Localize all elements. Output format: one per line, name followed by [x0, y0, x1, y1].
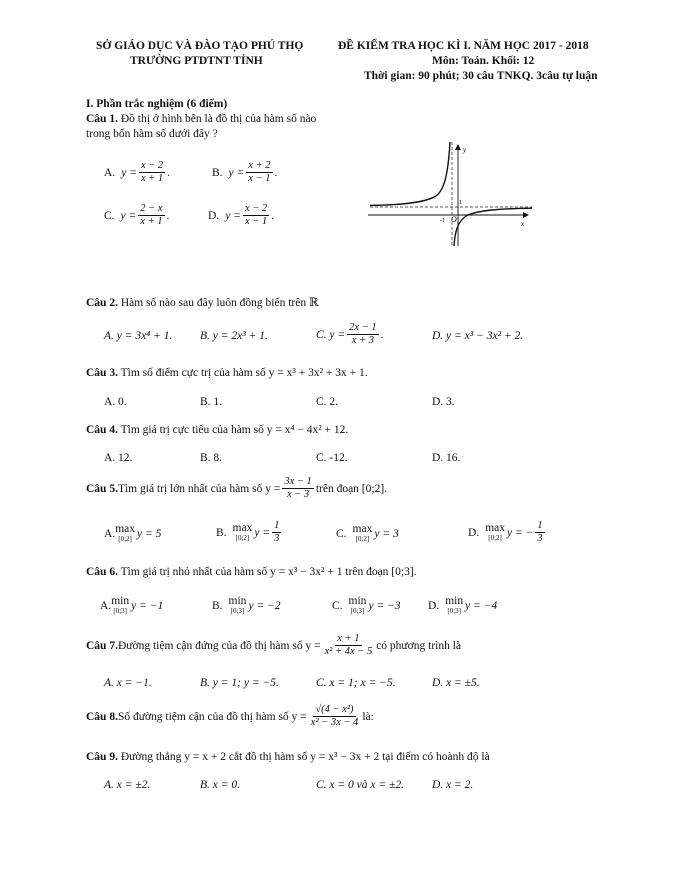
q1-c-den: x + 1	[140, 216, 163, 227]
q5-b-interval: [0;2]	[235, 533, 250, 542]
q5-num: 3x − 1	[284, 476, 312, 487]
q9-label: Câu 9.	[86, 751, 118, 763]
q6-option-c[interactable]	[332, 596, 401, 616]
subject-grade: Môn: Toán. Khối: 12	[432, 55, 535, 67]
q5-c-max-word: max	[352, 523, 373, 535]
q2-body: Hàm số nào sau đây luôn đồng biến trên ℝ	[117, 297, 319, 309]
q6-a-interval: [0;3]	[113, 607, 127, 615]
q1-text	[86, 113, 316, 125]
q5-d-fraction	[535, 520, 544, 545]
q1-option-b-label: B.	[212, 166, 223, 179]
graph-origin-label: O	[451, 215, 457, 224]
q1-c-suffix: .	[166, 209, 170, 222]
y-axis-arrow-icon	[455, 144, 461, 150]
q4-body: Tìm giá trị cực tiểu của hàm số y = x⁴ − 4x² + 12.	[117, 424, 349, 436]
q8-fraction	[309, 704, 361, 729]
q2-option-c-prefix: C. y =	[316, 328, 346, 341]
q5-option-a[interactable]	[104, 524, 161, 544]
q5-c-label: C.	[336, 528, 347, 540]
q5-d-value: y = −	[507, 526, 534, 539]
q1-d-suffix: .	[271, 209, 275, 222]
q1-d-num: x − 2	[244, 203, 268, 214]
graph-x-label: x	[521, 220, 525, 228]
q5-b-fraction	[272, 520, 281, 545]
q1-option-c[interactable]	[104, 203, 169, 228]
q3-text	[86, 367, 368, 379]
q6-c-value: y = −3	[368, 600, 401, 612]
q1-option-d[interactable]	[208, 203, 274, 228]
q5-label: Câu 5.	[86, 482, 118, 495]
q9-text	[86, 751, 490, 763]
q6-option-b[interactable]	[212, 596, 281, 616]
q2-c-num: 2x − 1	[349, 322, 377, 333]
q3-label: Câu 3.	[86, 367, 118, 379]
q3-option-d[interactable]: D. 3.	[432, 396, 455, 408]
q2-option-c-fraction	[347, 322, 379, 347]
q1-option-a-fraction	[139, 160, 165, 185]
q6-d-label: D.	[428, 600, 440, 612]
q5-a-value: y = 5	[137, 528, 162, 540]
q6-d-value: y = −4	[465, 600, 498, 612]
q1-c-num: 2 − x	[140, 203, 163, 214]
q6-d-min	[445, 596, 463, 616]
q5-body-pre: Tìm giá trị lớn nhất của hàm số y =	[117, 482, 281, 495]
exam-title: ĐỀ KIỂM TRA HỌC KÌ I. NĂM HỌC 2017 - 2018	[338, 40, 589, 52]
q5-body-post: trên đoạn [0;2].	[315, 482, 388, 495]
q7-fraction	[323, 633, 375, 658]
q1-option-d-label: D.	[208, 209, 220, 222]
q8-num: √(4 − x²)	[315, 704, 354, 715]
graph-y-label: y	[463, 146, 467, 154]
q5-d-num: 1	[537, 520, 543, 531]
q6-text	[86, 566, 417, 578]
q1-option-a-label: A.	[104, 166, 116, 179]
q5-c-max	[353, 524, 373, 544]
q1-b-den: x − 1	[248, 173, 271, 184]
q2-option-a[interactable]: A. y = 3x⁴ + 1.	[104, 330, 173, 342]
q3-option-c[interactable]: C. 2.	[316, 396, 339, 408]
q6-b-min	[229, 596, 247, 616]
q2-text	[86, 295, 319, 309]
graph-one-label: 1	[459, 200, 462, 206]
q5-d-interval: [0;2]	[488, 533, 502, 542]
q8-body-post: là:	[362, 710, 374, 723]
q1-a-suffix: .	[167, 166, 171, 179]
q1-function-graph	[366, 140, 534, 248]
q1-d-den: x − 1	[244, 216, 268, 227]
q8-text	[86, 704, 374, 729]
q5-text	[86, 476, 387, 501]
q6-c-min-word: min	[348, 595, 367, 607]
q7-option-d[interactable]: D. x = ±5.	[432, 677, 480, 689]
q5-b-max	[233, 523, 253, 543]
q7-body-pre: Đường tiệm cận đứng của đồ thị hàm số y =	[117, 639, 321, 652]
q5-d-label: D.	[468, 526, 480, 539]
q9-option-c[interactable]: C. x = 0 và x = ±2.	[316, 779, 404, 791]
q5-b-label: B.	[216, 526, 227, 539]
q6-c-interval: [0;3]	[350, 607, 365, 615]
graph-neg-one-label: -1	[440, 218, 445, 224]
q1-option-c-prefix: y =	[120, 209, 137, 222]
q5-b-max-word: max	[232, 521, 253, 534]
q5-b-value: y =	[254, 526, 271, 539]
department-name: SỞ GIÁO DỤC VÀ ĐÀO TẠO PHÚ THỌ	[96, 40, 304, 52]
q1-a-den: x + 1	[140, 173, 164, 184]
q5-a-max	[115, 524, 135, 544]
q7-body-post: có phương trình là	[376, 639, 462, 652]
q1-text-line2: trong bốn hàm số dưới đây ?	[86, 128, 218, 140]
q6-b-interval: [0;3]	[230, 607, 245, 615]
curve-left-branch	[370, 142, 450, 205]
q6-a-value: y = −1	[131, 600, 164, 612]
q6-b-value: y = −2	[248, 600, 281, 612]
q7-label: Câu 7.	[86, 639, 118, 652]
q6-option-d[interactable]	[428, 596, 497, 616]
q5-b-num: 1	[274, 520, 280, 531]
q5-a-max-word: max	[115, 523, 135, 535]
q2-c-den: x + 3	[351, 335, 375, 346]
q5-den: x − 3	[286, 489, 310, 500]
q4-label: Câu 4.	[86, 424, 118, 436]
q6-body: Tìm giá trị nhỏ nhất của hàm số y = x³ − 3x² + 1 trên đoạn [0;3].	[117, 566, 417, 578]
q4-option-d[interactable]: D. 16.	[432, 452, 461, 464]
q6-a-label: A.	[100, 600, 112, 612]
q5-a-interval: [0;2]	[118, 535, 132, 543]
q4-option-c[interactable]: C. -12.	[316, 452, 348, 464]
q6-label: Câu 6.	[86, 566, 118, 578]
q3-option-a[interactable]: A. 0.	[104, 396, 127, 408]
q4-text	[86, 424, 348, 436]
q1-option-b[interactable]	[212, 160, 277, 185]
q1-text-line1: Đồ thị ở hình bên là đồ thị của hàm số nào	[117, 113, 317, 125]
q6-option-a[interactable]	[100, 596, 163, 616]
q1-option-b-fraction	[246, 160, 272, 185]
q5-option-d[interactable]	[468, 520, 547, 545]
q9-option-a[interactable]: A. x = ±2.	[104, 779, 151, 791]
q1-b-num: x + 2	[248, 160, 271, 171]
q5-fraction	[282, 476, 314, 501]
q7-num: x + 1	[337, 633, 360, 644]
q8-body-pre: Số đường tiệm cận của đồ thị hàm số y =	[117, 710, 307, 723]
q9-body: Đường thẳng y = x + 2 cắt đồ thị hàm số y = x³ − 3x + 2 tại điểm có hoành độ là	[117, 751, 490, 763]
q5-c-value: y = 3	[374, 528, 399, 540]
q3-body: Tìm số điểm cực trị của hàm số y = x³ + 3x² + 3x + 1.	[117, 367, 368, 379]
q1-a-num: x − 2	[140, 160, 164, 171]
q2-label: Câu 2.	[86, 297, 118, 309]
q9-option-b[interactable]: B. x = 0.	[200, 779, 241, 791]
q7-den: x² + 4x − 5	[324, 646, 373, 657]
q8-label: Câu 8.	[86, 710, 118, 723]
q1-option-d-fraction	[243, 203, 269, 228]
q5-option-c[interactable]	[336, 524, 399, 544]
q6-b-min-word: min	[228, 595, 247, 607]
q5-d-max	[485, 523, 505, 543]
q6-b-label: B.	[212, 600, 223, 612]
exam-duration: Thời gian: 90 phút; 30 câu TNKQ. 3câu tự luận	[364, 70, 598, 82]
q7-text	[86, 633, 461, 658]
q1-option-d-prefix: y =	[225, 209, 241, 222]
q2-option-d[interactable]: D. y = x³ − 3x² + 2.	[432, 330, 524, 342]
q1-option-a[interactable]	[104, 160, 170, 185]
q5-a-label: A.	[104, 528, 116, 540]
q7-option-b[interactable]: B. y = 1; y = −5.	[200, 677, 279, 689]
q1-option-c-label: C.	[104, 209, 115, 222]
q5-c-interval: [0;2]	[355, 535, 370, 543]
q1-label: Câu 1.	[86, 113, 118, 125]
q4-option-a[interactable]: A. 12.	[104, 452, 133, 464]
q1-option-c-fraction	[138, 203, 164, 228]
q9-option-d[interactable]: D. x = 2.	[432, 779, 474, 791]
section-title: I. Phần trắc nghiệm (6 điểm)	[86, 98, 228, 110]
x-axis-arrow-icon	[523, 212, 529, 218]
q1-option-b-prefix: y =	[228, 166, 245, 179]
q3-option-b[interactable]: B. 1.	[200, 396, 223, 408]
q5-d-den: 3	[537, 533, 543, 544]
q6-c-label: C.	[332, 600, 343, 612]
q5-d-max-word: max	[485, 521, 505, 534]
q4-option-b[interactable]: B. 8.	[200, 452, 223, 464]
q1-option-a-prefix: y =	[121, 166, 137, 179]
q1-b-suffix: .	[274, 166, 278, 179]
q2-c-suffix: .	[380, 328, 384, 341]
q6-c-min	[349, 596, 367, 616]
q2-option-c[interactable]	[316, 322, 384, 347]
q6-d-interval: [0;3]	[447, 607, 461, 615]
q6-a-min	[111, 596, 129, 616]
q7-option-a[interactable]: A. x = −1.	[104, 677, 152, 689]
q2-option-b[interactable]: B. y = 2x³ + 1.	[200, 330, 268, 342]
q5-b-den: 3	[274, 533, 280, 544]
q6-d-min-word: min	[445, 595, 464, 607]
school-name: TRƯỜNG PTDTNT TỈNH	[130, 55, 263, 67]
q8-den: x² − 3x − 4	[310, 717, 359, 728]
q5-option-b[interactable]	[216, 520, 283, 545]
q7-option-c[interactable]: C. x = 1; x = −5.	[316, 677, 396, 689]
q6-a-min-word: min	[111, 595, 130, 607]
